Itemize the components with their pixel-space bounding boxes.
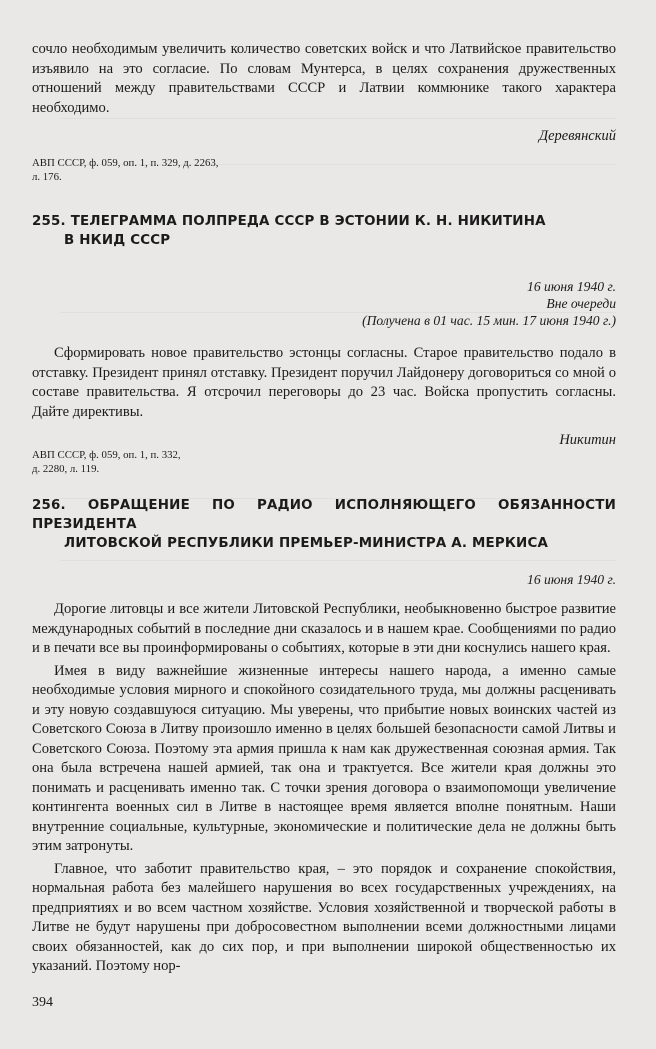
document-256 (32, 496, 616, 977)
document-255-date: 16 июня 1940 г. (527, 279, 616, 294)
archive-source-line: д. 2280, л. 119. (32, 462, 100, 475)
page-number: 394 (32, 995, 53, 1010)
document-255-heading (32, 212, 616, 250)
document-255 (32, 212, 616, 476)
document-256-date: 16 июня 1940 г. (527, 572, 616, 587)
signature-nikitin: Никитин (559, 432, 616, 448)
document-256-paragraph: Дорогие литовцы и все жители Литовской Республики, необыкновенно быстрое развитие международных событий в последние дни сказалось и в нашем крае. Сообщениями по радио и в печати все вы проинформированы о событиях, которые в эти дни коснулись нашего края. (32, 601, 616, 656)
heading-line: В НКИД СССР (64, 233, 171, 248)
signature-derevyansky: Деревянский (538, 128, 616, 144)
document-255-urgency: Вне очереди (546, 296, 616, 311)
heading-line: 256. ОБРАЩЕНИЕ ПО РАДИО ИСПОЛНЯЮЩЕГО ОБЯЗАННОСТИ ПРЕЗИДЕНТА (32, 498, 616, 532)
archive-source-line: АВП СССР, ф. 059, оп. 1, п. 329, д. 2263, (32, 157, 219, 169)
document-256-heading (32, 496, 616, 553)
document-255-body: Сформировать новое правительство эстонцы согласны. Старое правительство подало в отставку. Президент принял отставку. Президент поручил Лайдонеру договориться со мной о составе правительства. Я отсрочил переговоры до 23 час. Войска пропустить согласны. Дайте директивы. (32, 345, 616, 420)
heading-line: ЛИТОВСКОЙ РЕСПУБЛИКИ ПРЕМЬЕР-МИНИСТРА А. МЕРКИСА (64, 536, 549, 551)
document-256-paragraph: Главное, что заботит правительство края, – это порядок и сохранение спокойствия, нормальная работа без малейшего нарушения во всех государственных учреждениях, на предприятиях и во всем частном хозяйстве. Условия хозяйственной и творческой работы в Литве не будут нарушены при добросовестном выполнении всеми должностными лицами своих обязанностей, как до сих пор, и при выполнении широкой общественностью их указаний. Поэтому нор- (32, 860, 616, 974)
archive-source-line: АВП СССР, ф. 059, оп. 1, п. 332, (32, 449, 181, 461)
archive-source-top (32, 157, 616, 184)
document-255-received: (Получена в 01 час. 15 мин. 17 июня 1940 г.) (362, 313, 616, 328)
document-256-paragraph: Имея в виду важнейшие жизненные интересы нашего народа, а именно самые необходимые условия мирного и спокойного созидательного труда, мы должны расценивать и эту новую создавшуюся ситуацию. Мы уверены, что прибытие новых воинских частей из Советского Союза в Литву произошло именно в целях большей безопасности самой Литвы и Советского Союза. Поэтому эта армия пришла к нам как дружественная союзная армия. Так она была встречена нашей армией, так она и трактуется. Все жители края должны это понимать и расценивать именно так. С точки зрения договора о взаимопомощи увеличение контингента военных сил в Литве в настоящее время является вполне понятным. Наши внутренние социальные, культурные, экономические и политические дела не должны быть этим затронуты. (32, 662, 616, 854)
document-page (32, 40, 616, 977)
top-paragraph: сочло необходимым увеличить количество советских войск и что Латвийское правительство изъявило на это согласие. По словам Мунтерса, в целях сохранения дружественных отношений между правительствами СССР и Латвии коммюнике такого характера необходимо. (32, 41, 616, 116)
archive-source-255 (32, 449, 616, 476)
heading-line: 255. ТЕЛЕГРАММА ПОЛПРЕДА СССР В ЭСТОНИИ К. Н. НИКИТИНА (32, 214, 546, 229)
archive-source-line: л. 176. (32, 170, 62, 183)
previous-document-tail (32, 40, 616, 184)
